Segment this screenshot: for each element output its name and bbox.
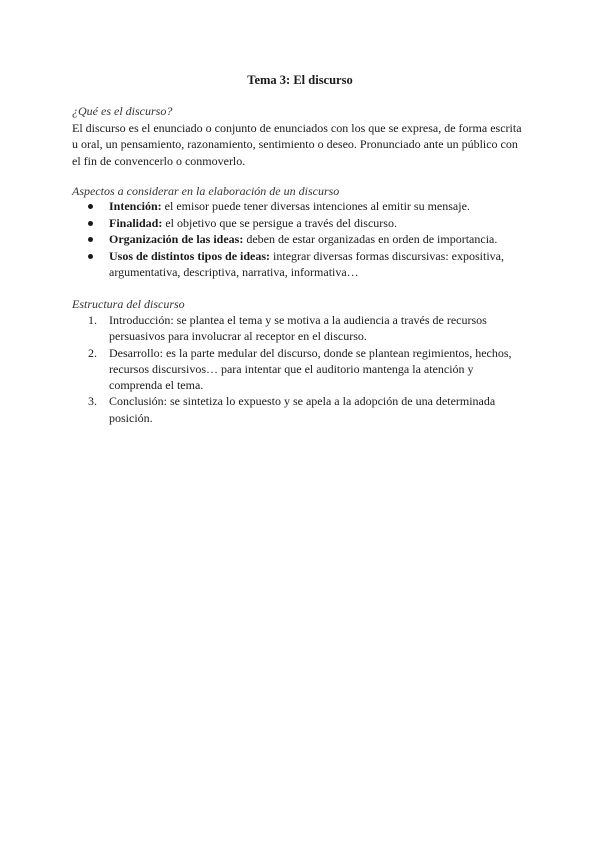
list-item	[72, 312, 542, 345]
paragraph-line: u oral, un pensamiento, razonamiento, sentimiento o deseo. Pronunciado ante un público con	[72, 137, 518, 152]
section-heading-aspectos: Aspectos a considerar en la elaboración de un discurso	[72, 184, 340, 198]
term-text: el objetivo que se persigue a través del discurso.	[162, 215, 397, 230]
term-label: Finalidad:	[109, 215, 163, 230]
document-title: Tema 3: El discurso	[247, 73, 353, 87]
item-number: 2.	[88, 345, 97, 360]
item-line: posición.	[109, 410, 153, 425]
list-item	[72, 393, 542, 426]
item-line: persuasivos para involucrar al receptor en el discurso.	[109, 329, 367, 344]
item-line: Introducción: se plantea el tema y se motiva a la audiencia a través de recursos	[109, 313, 487, 327]
item-line: recursos discursivos… para intentar que el auditorio mantenga la atención y	[109, 361, 474, 376]
item-line: Desarrollo: es la parte medular del discurso, donde se plantean regimientos, hechos,	[109, 345, 512, 360]
term-continuation: argumentativa, descriptiva, narrativa, informativa…	[109, 265, 359, 279]
term-text: integrar diversas formas discursivas: expositiva,	[270, 248, 504, 263]
aspects-list	[72, 198, 542, 281]
term-label: Intención:	[109, 199, 162, 213]
list-item	[72, 248, 542, 281]
list-item	[72, 231, 542, 248]
bullet-icon	[88, 221, 93, 226]
bullet-icon	[88, 237, 93, 242]
term-label: Usos de distintos tipos de ideas:	[109, 248, 271, 263]
item-line: comprenda el tema.	[109, 378, 204, 393]
term-label: Organización de las ideas:	[109, 232, 244, 246]
item-number: 3.	[88, 394, 97, 409]
list-item	[72, 345, 542, 394]
list-item	[72, 198, 542, 215]
bullet-icon	[88, 254, 93, 259]
section-heading-que-es: ¿Qué es el discurso?	[72, 104, 173, 118]
term-text: el emisor puede tener diversas intenciones al emitir su mensaje.	[161, 199, 470, 213]
item-number: 1.	[88, 313, 97, 327]
bullet-icon	[88, 204, 93, 209]
paragraph-line: El discurso es el enunciado o conjunto de enunciados con los que se expresa, de forma escrita	[72, 121, 522, 135]
list-item	[72, 215, 542, 232]
item-line: Conclusión: se sintetiza lo expuesto y se apela a la adopción de una determinada	[109, 394, 496, 409]
paragraph-line: el fin de convencerlo o conmoverlo.	[72, 153, 246, 168]
definition-paragraph	[72, 120, 532, 169]
section-heading-estructura: Estructura del discurso	[72, 297, 185, 311]
structure-list	[72, 312, 542, 426]
term-text: deben de estar organizadas en orden de importancia.	[243, 232, 498, 246]
